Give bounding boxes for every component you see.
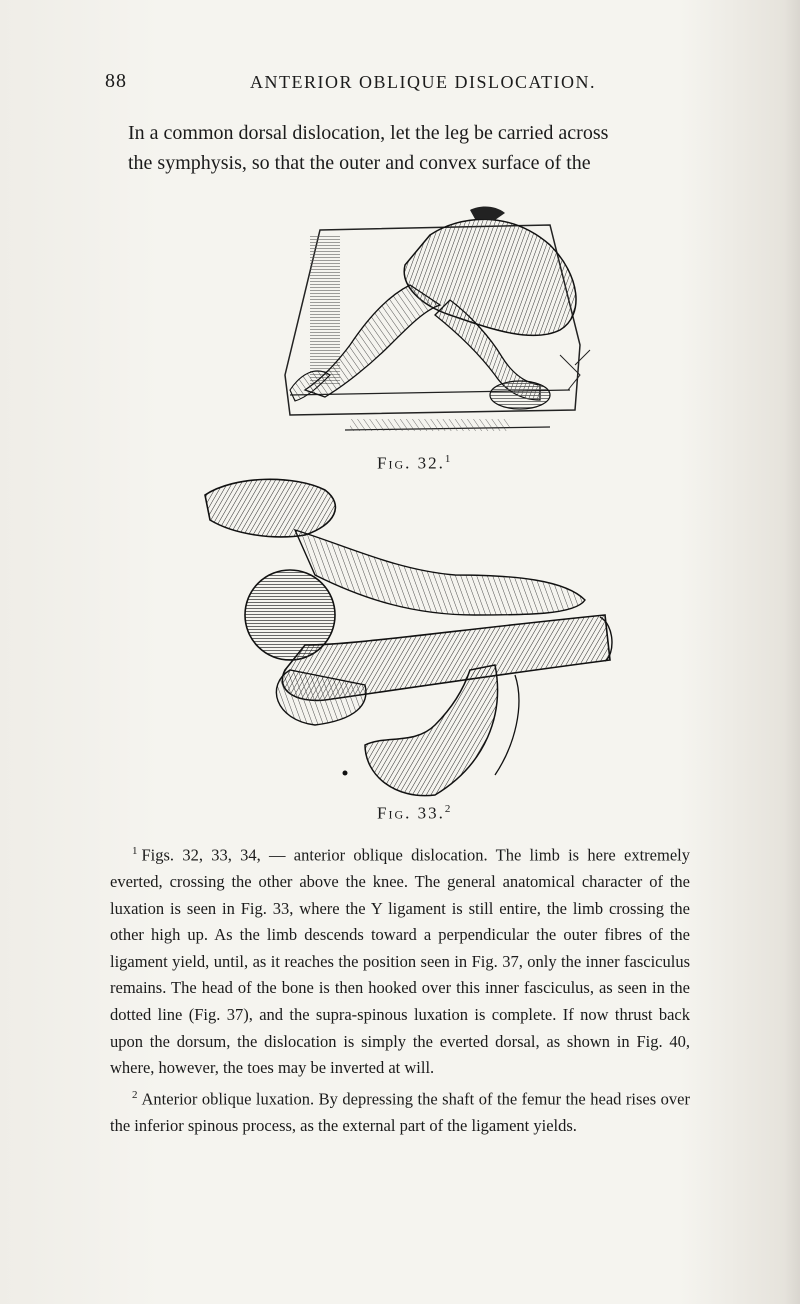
footnotes (110, 838, 690, 1140)
page-number: 88 (105, 70, 127, 92)
figure-32-note-ref: 1 (444, 453, 453, 465)
footnote-mark: 2 (132, 1088, 138, 1101)
footnote-text: Anterior oblique luxation. By depressing the shaft of the femur the head rises over the inferior spinous process, as the external part of the ligament yields. (110, 1089, 690, 1135)
figure-32-caption (377, 453, 452, 474)
femur-engraving (195, 475, 615, 805)
figure-32-caption-text: Fig. 32. (377, 453, 445, 473)
body-line: In a common dorsal dislocation, let the leg be carried across (128, 122, 609, 144)
running-head: ANTERIOR OBLIQUE DISLOCATION. (250, 72, 596, 92)
page-header (105, 70, 695, 100)
figure-33-note-ref: 2 (444, 803, 453, 815)
limb-engraving (250, 205, 600, 450)
body-line: the symphysis, so that the outer and convex surface of the (128, 152, 591, 174)
footnote-mark: 1 (132, 845, 138, 857)
figure-33-illustration (195, 475, 615, 805)
footnote-2 (110, 1082, 690, 1140)
figure-32-illustration (250, 205, 600, 450)
footnote-1 (110, 838, 690, 1082)
figure-33-caption (377, 803, 452, 824)
footnote-text: Figs. 32, 33, 34, — anterior oblique dislocation. The limb is here extremely everted, crossing the other above the knee. The general anatomical character of the luxation is seen in Fig. 33, where the Y ligament is still entire, the limb crossing the other high up. As the limb descends toward a perpendicular the outer fibres of the ligament yield, until, as it reaches the position seen in Fig. 37, only the inner fasciculus remains. The head of the bone is then hooked over this inner fasciculus, as seen in the dotted line (Fig. 37), and the supra-spinous luxation is complete. If now thrust back upon the dorsum, the dislocation is simply the everted dorsal, as shown in Fig. 40, where, however, the toes may be inverted at will. (110, 845, 690, 1078)
body-paragraph (128, 118, 688, 178)
figure-33-caption-text: Fig. 33. (377, 803, 445, 823)
